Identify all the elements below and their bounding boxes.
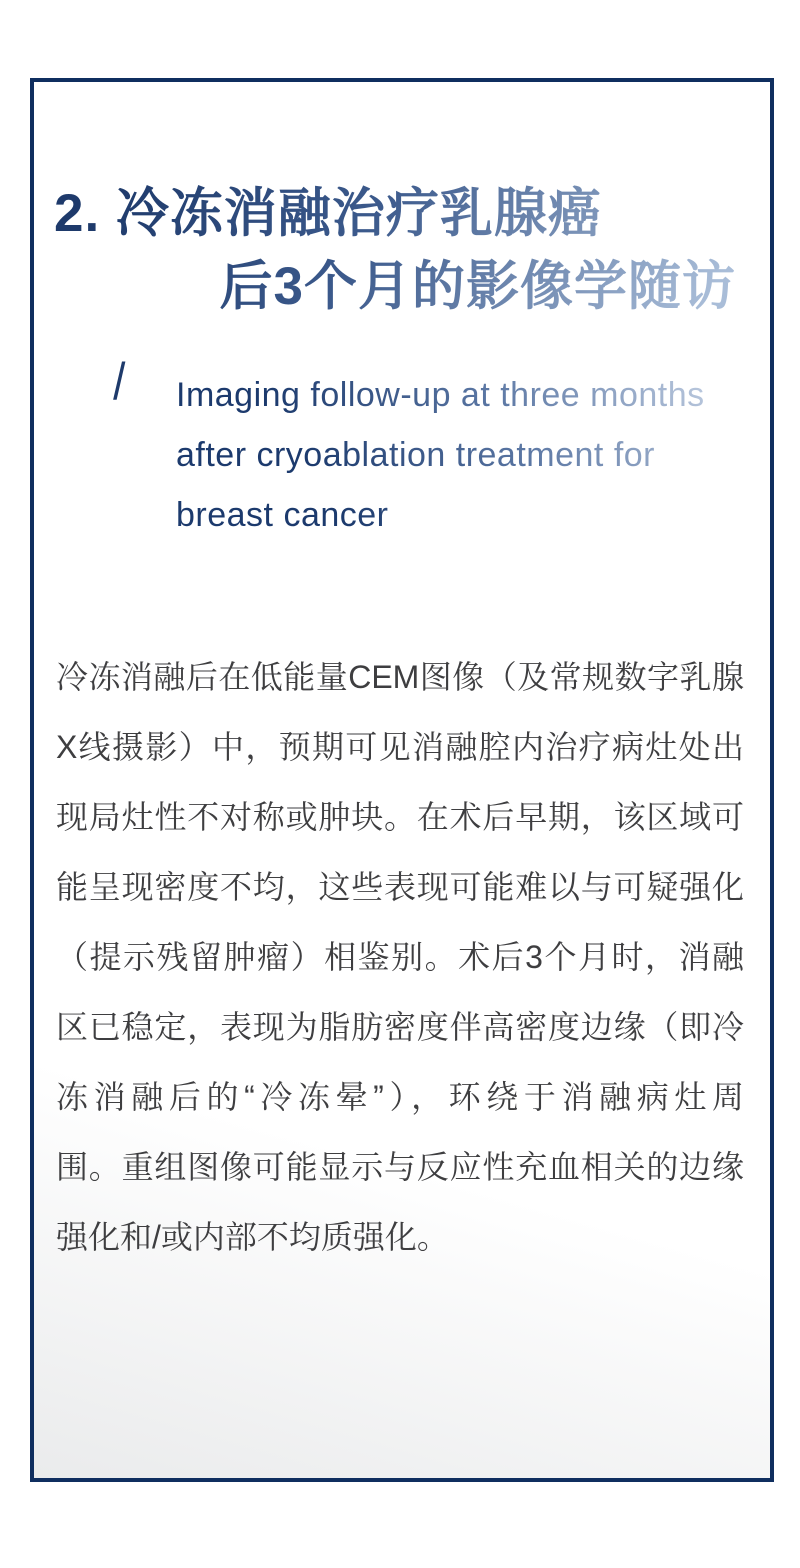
- body-line: X线摄影）中，预期可见消融腔内治疗病灶处出: [56, 729, 744, 765]
- body-line: 冻消融后的“冷冻晕”），环绕于消融病灶周: [56, 1079, 744, 1115]
- body-line: 冷冻消融后在低能量CEM图像（及常规数字乳腺: [56, 659, 744, 695]
- body-line: 现局灶性不对称或肿块。在术后早期，该区域可: [56, 799, 744, 835]
- body-line: 区已稳定，表现为脂肪密度伴高密度边缘（即冷: [56, 1009, 744, 1045]
- title-line-2: 后3个月的影像学随访: [219, 257, 736, 316]
- body-paragraph: [56, 642, 744, 1272]
- content-card: [30, 78, 774, 1482]
- subtitle-line: breast cancer: [176, 496, 389, 534]
- subtitle-line: after cryoablation treatment for: [176, 436, 656, 474]
- body-line: （提示残留肿瘤）相鉴别。术后3个月时，消融: [56, 939, 744, 975]
- subtitle-line: Imaging follow-up at three months: [176, 376, 705, 414]
- body-line: 强化和/或内部不均质强化。: [56, 1219, 449, 1255]
- section-title: [54, 177, 736, 323]
- body-line: 围。重组图像可能显示与反应性充血相关的边缘: [56, 1149, 744, 1185]
- subtitle-english: [176, 365, 716, 545]
- slash-mark: /: [113, 353, 126, 411]
- title-line-1: 2. 冷冻消融治疗乳腺癌: [54, 184, 602, 243]
- body-line: 能呈现密度不均，这些表现可能难以与可疑强化: [56, 869, 744, 905]
